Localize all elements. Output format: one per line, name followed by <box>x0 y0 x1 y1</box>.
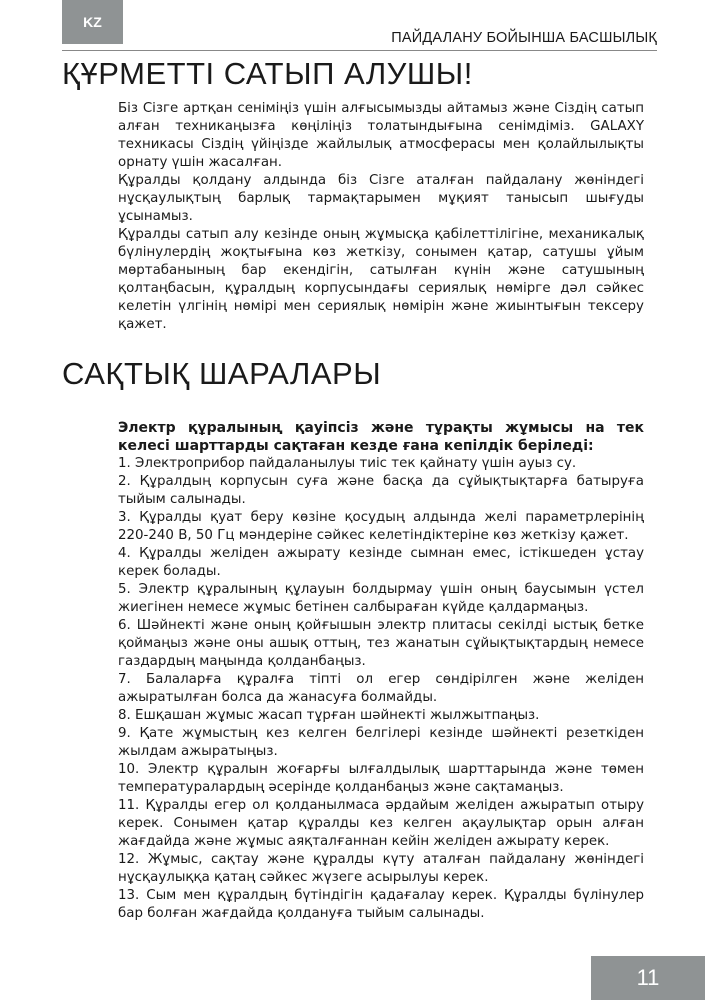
safety-item: 4. Құралды желіден ажырату кезінде сымнан емес, істікшеден ұстау керек болады. <box>118 546 644 579</box>
intro-section <box>118 100 644 334</box>
safety-item: 10. Электр құралын жоғарғы ылғалдылық шарттарында және төмен температуралардың әсерінде қолданбаңыз және сақтамаңыз. <box>118 762 644 795</box>
safety-item: 8. Ешқашан жұмыс жасап тұрған шәйнекті жылжытпаңыз. <box>118 708 540 723</box>
intro-title: ҚҰРМЕТТІ САТЫП АЛУШЫ! <box>62 56 473 91</box>
safety-item: 11. Құралды егер ол қолданылмаса әрдайым желіден ажыратып отыру керек. Сонымен қатар құралды кез келген ақаулықтар орын алған жағдайда және жұмыс аяқталғаннан кейін желіден ажырату керек. <box>118 798 644 849</box>
intro-paragraph: Құралды сатып алу кезінде оның жұмысқа қабілеттілігіне, механикалық бүлінулердің жоқтығына көз жеткізу, сонымен қатар, сатушы ұйым мөртабанының бар екендігін, сатылған күнін және сатушының қолтаңбасын, құралдың корпусындағы сериялық нөмірге дәл сәйкес келетін үлгінің нөмірі мен сериялық нөмірін және жиынтығын тексеру қажет. <box>118 227 644 332</box>
safety-item: 1. Электроприбор пайдаланылуы тиіс тек қайнату үшін ауыз су. <box>118 456 577 471</box>
safety-section <box>118 419 644 923</box>
page-number: 11 <box>636 965 660 990</box>
safety-item: 7. Балаларға құралға тіпті ол егер сөндірілген және желіден ажыратылған болса да жанасуға болмайды. <box>118 672 644 705</box>
safety-item: 9. Қате жұмыстың кез келген белгілері кезінде шәйнекті резеткіден жылдам ажыратыңыз. <box>118 726 644 759</box>
safety-title: САҚТЫҚ ШАРАЛАРЫ <box>62 356 382 391</box>
safety-item: 13. Сым мен құралдың бүтіндігін қадағалау керек. Құралды бүлінулер бар болған жағдайда қолдануға тыйым салынады. <box>118 888 644 921</box>
safety-item: 12. Жұмыс, сақтау және құралды күту аталған пайдалану жөніндегі нұсқаулыққа қатаң сәйкес жүзеге асырылуы керек. <box>118 852 644 885</box>
safety-lead: Электр құралының қауіпсіз және тұрақты жұмысы на тек келесі шарттарды сақтаған кезде ғана кепілдік беріледі: <box>118 420 644 454</box>
safety-item: 6. Шәйнекті және оның қойғышын электр плитасы секілді ыстық бетке қоймаңыз және оны ашық оттың, тез жанатын сұйықтықтардың немесе газдардың маңында қолданбаңыз. <box>118 618 644 669</box>
intro-paragraph: Құралды қолдану алдында біз Сізге аталған пайдалану жөніндегі нұсқаулықтың барлық тармақтарымен мұқият танысып шығуды ұсынамыз. <box>118 173 644 224</box>
language-tab <box>62 0 123 44</box>
intro-paragraph: Біз Сізге артқан сеніміңіз үшін алғысымызды айтамыз және Сіздің сатып алған техникаңызға көңіліңіз толатындығына сенімдіміз. GALAXY техникасы Сіздің үйіңізде жайлылық атмосферасы мен қолайлылықты орнату үшін жасалған. <box>118 101 644 170</box>
safety-item: 3. Құралды қуат беру көзіне қосудың алдында желі параметрлерінің 220-240 В, 50 Гц мәндеріне сәйкес келетіндіктеріне көз жеткізу қажет. <box>118 510 644 543</box>
page-number-box <box>591 956 705 1000</box>
header-divider <box>62 50 657 51</box>
language-code: KZ <box>83 14 102 30</box>
safety-item: 5. Электр құралының құлауын болдырмау үшін оның баусымын үстел жиегінен немесе жұмыс бетінен салбыраған күйде қалдармаңыз. <box>118 582 644 615</box>
running-header: ПАЙДАЛАНУ БОЙЫНША БАСШЫЛЫҚ <box>391 30 657 46</box>
safety-item: 2. Құралдың корпусын суға және басқа да сұйықтықтарға батыруға тыйым салынады. <box>118 474 644 507</box>
